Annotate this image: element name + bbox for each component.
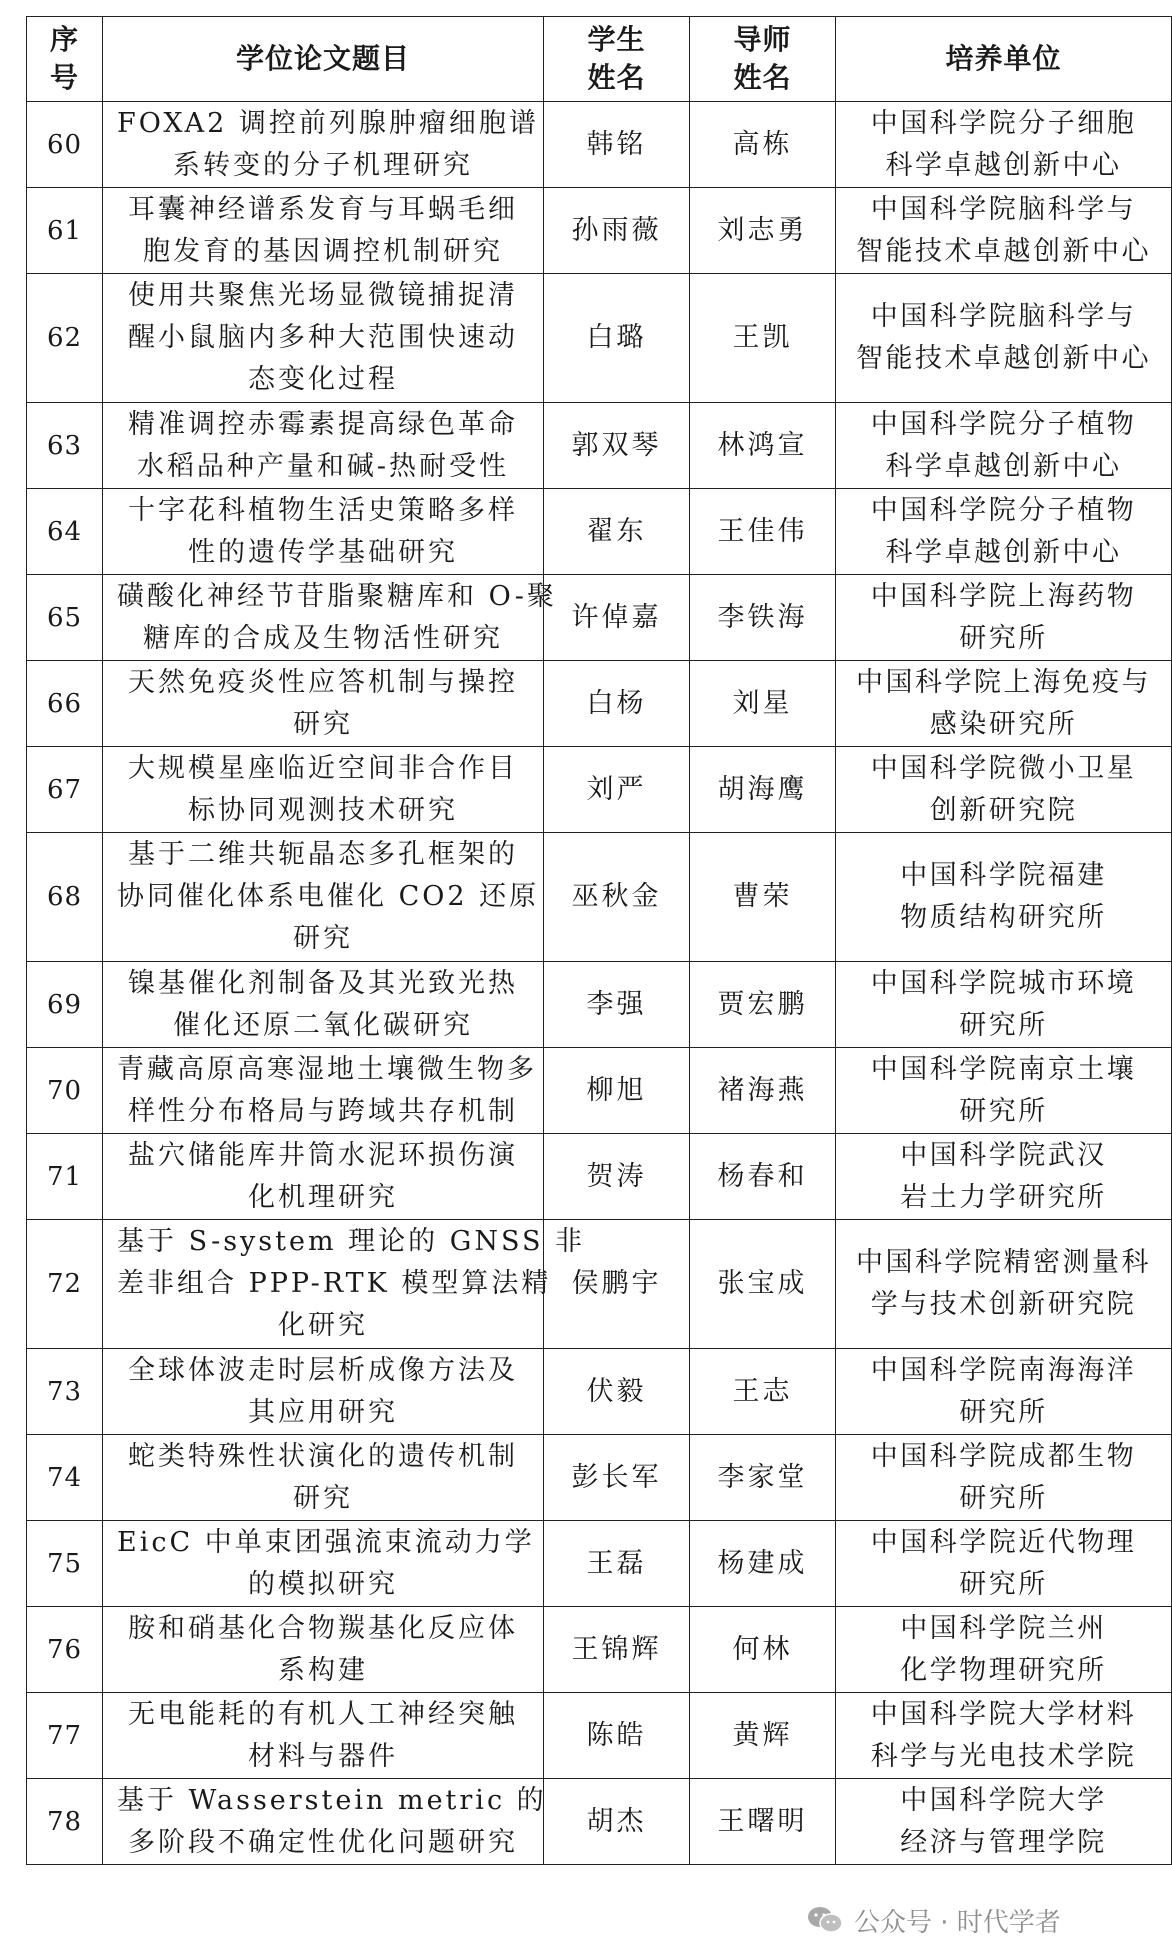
- thesis-title-line: 全球体波走时层析成像方法及: [128, 1354, 518, 1386]
- training-unit-line: 物质结构研究所: [900, 902, 1107, 933]
- training-unit: [836, 1134, 1172, 1220]
- watermark-text: 公众号 · 时代学者: [854, 1907, 1061, 1938]
- thesis-title-line: 基于 Wasserstein metric 的: [117, 1784, 547, 1816]
- training-unit: [836, 274, 1172, 403]
- table-row: [27, 962, 1172, 1048]
- training-unit-line: 中国科学院上海药物: [870, 580, 1137, 612]
- row-number: 67: [27, 747, 103, 833]
- advisor-name: 张宝成: [690, 1220, 836, 1349]
- training-unit-line: 中国科学院兰州: [900, 1612, 1107, 1644]
- training-unit-line: 研究所: [959, 1095, 1048, 1127]
- row-number: 69: [27, 962, 103, 1048]
- thesis-title-line: 磺酸化神经节苷脂聚糖库和 O-聚: [117, 580, 557, 612]
- thesis-title-line: 耳囊神经谱系发育与耳蜗毛细: [128, 193, 518, 225]
- training-unit: [836, 575, 1172, 661]
- thesis-title-line: 胞发育的基因调控机制研究: [143, 235, 503, 267]
- thesis-title-line: 样性分布格局与跨域共存机制: [128, 1095, 518, 1127]
- row-number: 78: [27, 1779, 103, 1865]
- student-name: 白璐: [544, 274, 690, 403]
- training-unit-line: 中国科学院微小卫星: [870, 752, 1137, 784]
- training-unit-line: 智能技术卓越创新中心: [856, 235, 1151, 267]
- training-unit-line: 中国科学院精密测量科: [856, 1247, 1151, 1278]
- thesis-title-line: 青藏高原高寒湿地土壤微生物多: [117, 1053, 537, 1085]
- thesis-title: [103, 188, 544, 274]
- advisor-name: 王志: [690, 1349, 836, 1435]
- thesis-title-line: 糖库的合成及生物活性研究: [143, 622, 503, 654]
- training-unit: [836, 747, 1172, 833]
- training-unit-line: 中国科学院脑科学与: [870, 301, 1137, 332]
- table-row: [27, 1779, 1172, 1865]
- training-unit-line: 科学卓越创新中心: [885, 149, 1122, 181]
- training-unit-line: 中国科学院大学材料: [870, 1698, 1137, 1730]
- thesis-title-line: 研究: [293, 923, 353, 954]
- advisor-name: 黄辉: [690, 1693, 836, 1779]
- training-unit: [836, 1779, 1172, 1865]
- thesis-title: [103, 403, 544, 489]
- advisor-name: 李家堂: [690, 1435, 836, 1521]
- thesis-title-line: 研究: [293, 708, 353, 740]
- thesis-title-line: 水稻品种产量和碱-热耐受性: [136, 450, 510, 482]
- training-unit-line: 研究所: [959, 1396, 1048, 1428]
- training-unit-line: 中国科学院近代物理: [870, 1526, 1137, 1558]
- advisor-name: 王凯: [690, 274, 836, 403]
- wechat-icon: [806, 1904, 844, 1936]
- table-row: [27, 1693, 1172, 1779]
- thesis-title: [103, 1521, 544, 1607]
- thesis-title: [103, 1349, 544, 1435]
- advisor-name: 高栋: [690, 102, 836, 188]
- training-unit-line: 中国科学院南京土壤: [870, 1053, 1137, 1085]
- advisor-name: 王佳伟: [690, 489, 836, 575]
- training-unit: [836, 1693, 1172, 1779]
- training-unit: [836, 1607, 1172, 1693]
- thesis-title-line: 使用共聚焦光场显微镜捕捉清: [128, 280, 518, 311]
- table-row: [27, 1607, 1172, 1693]
- thesis-title-line: 基于二维共轭晶态多孔框架的: [128, 839, 518, 870]
- training-unit-line: 岩土力学研究所: [900, 1181, 1107, 1213]
- thesis-title: [103, 102, 544, 188]
- training-unit-line: 中国科学院大学: [900, 1784, 1107, 1816]
- table-row: [27, 1349, 1172, 1435]
- thesis-title: [103, 747, 544, 833]
- student-name: 王锦辉: [544, 1607, 690, 1693]
- thesis-award-table: [26, 16, 1172, 1865]
- training-unit-line: 中国科学院成都生物: [870, 1440, 1137, 1472]
- student-name: 侯鹏宇: [544, 1220, 690, 1349]
- training-unit: [836, 1349, 1172, 1435]
- row-number: 77: [27, 1693, 103, 1779]
- training-unit: [836, 1220, 1172, 1349]
- training-unit: [836, 661, 1172, 747]
- thesis-title-line: 镍基催化剂制备及其光致光热: [128, 967, 518, 999]
- table-row: [27, 661, 1172, 747]
- training-unit-line: 中国科学院城市环境: [870, 967, 1137, 999]
- student-name: 白杨: [544, 661, 690, 747]
- row-number: 74: [27, 1435, 103, 1521]
- student-name: 刘严: [544, 747, 690, 833]
- table-row: [27, 575, 1172, 661]
- thesis-title-line: 盐穴储能库井筒水泥环损伤演: [128, 1139, 518, 1171]
- training-unit-line: 创新研究院: [929, 794, 1078, 826]
- row-number: 70: [27, 1048, 103, 1134]
- student-name: 许倬嘉: [544, 575, 690, 661]
- table-row: [27, 747, 1172, 833]
- training-unit: [836, 102, 1172, 188]
- thesis-title-line: 协同催化体系电催化 CO2 还原: [117, 881, 540, 912]
- student-name: 巫秋金: [544, 833, 690, 962]
- training-unit-line: 科学与光电技术学院: [870, 1740, 1137, 1772]
- thesis-title-line: 标协同观测技术研究: [188, 794, 458, 826]
- thesis-title-line: 态变化过程: [248, 364, 398, 395]
- training-unit: [836, 1048, 1172, 1134]
- training-unit-line: 中国科学院脑科学与: [870, 193, 1137, 225]
- training-unit-line: 学与技术创新研究院: [870, 1289, 1137, 1320]
- student-name: 李强: [544, 962, 690, 1048]
- thesis-title-line: FOXA2 调控前列腺肿瘤细胞谱: [117, 107, 539, 139]
- student-name: 王磊: [544, 1521, 690, 1607]
- student-name: 伏毅: [544, 1349, 690, 1435]
- table-row: [27, 1435, 1172, 1521]
- thesis-title-line: 大规模星座临近空间非合作目: [128, 752, 518, 784]
- row-number: 72: [27, 1220, 103, 1349]
- training-unit: [836, 1521, 1172, 1607]
- table-row: [27, 102, 1172, 188]
- row-number: 68: [27, 833, 103, 962]
- student-name: 柳旭: [544, 1048, 690, 1134]
- thesis-title-line: 十字花科植物生活史策略多样: [128, 494, 518, 526]
- advisor-name: 林鸿宣: [690, 403, 836, 489]
- table-row: [27, 274, 1172, 403]
- training-unit-line: 研究所: [959, 1009, 1048, 1041]
- training-unit-line: 经济与管理学院: [900, 1826, 1107, 1858]
- thesis-title-line: 精准调控赤霉素提高绿色革命: [128, 408, 518, 440]
- row-number: 76: [27, 1607, 103, 1693]
- training-unit: [836, 403, 1172, 489]
- row-number: 73: [27, 1349, 103, 1435]
- student-name: 胡杰: [544, 1779, 690, 1865]
- thesis-title: [103, 1693, 544, 1779]
- training-unit-line: 感染研究所: [929, 708, 1078, 740]
- advisor-name: 胡海鹰: [690, 747, 836, 833]
- advisor-name: 杨建成: [690, 1521, 836, 1607]
- header-number: 序 号: [27, 17, 103, 102]
- training-unit-line: 智能技术卓越创新中心: [856, 343, 1151, 374]
- table-row: [27, 1521, 1172, 1607]
- training-unit: [836, 188, 1172, 274]
- row-number: 63: [27, 403, 103, 489]
- row-number: 60: [27, 102, 103, 188]
- thesis-title-line: 的模拟研究: [248, 1568, 398, 1600]
- thesis-title-line: 系构建: [278, 1654, 368, 1686]
- training-unit-line: 科学卓越创新中心: [885, 536, 1122, 568]
- training-unit-line: 中国科学院分子植物: [870, 408, 1137, 440]
- thesis-title-line: EicC 中单束团强流束流动力学: [117, 1526, 535, 1558]
- thesis-title: [103, 575, 557, 661]
- table-row: [27, 188, 1172, 274]
- thesis-title-line: 性的遗传学基础研究: [188, 536, 458, 568]
- row-number: 75: [27, 1521, 103, 1607]
- table-row: [27, 1220, 1172, 1349]
- thesis-title: [103, 833, 544, 962]
- training-unit-line: 研究所: [959, 1482, 1048, 1514]
- student-name: 郭双琴: [544, 403, 690, 489]
- header-student-name: 学生 姓名: [544, 17, 690, 102]
- advisor-name: 贾宏鹏: [690, 962, 836, 1048]
- table-row: [27, 833, 1172, 962]
- thesis-title: [103, 661, 544, 747]
- advisor-name: 杨春和: [690, 1134, 836, 1220]
- row-number: 61: [27, 188, 103, 274]
- thesis-title: [103, 274, 544, 403]
- training-unit-line: 中国科学院上海免疫与: [856, 666, 1151, 698]
- thesis-title-line: 催化还原二氧化碳研究: [173, 1009, 473, 1041]
- advisor-name: 褚海燕: [690, 1048, 836, 1134]
- training-unit-line: 中国科学院分子植物: [870, 494, 1137, 526]
- advisor-name: 曹荣: [690, 833, 836, 962]
- advisor-name: 刘星: [690, 661, 836, 747]
- thesis-title-line: 化研究: [278, 1310, 368, 1341]
- training-unit: [836, 962, 1172, 1048]
- thesis-title-line: 天然免疫炎性应答机制与操控: [128, 666, 518, 698]
- training-unit-line: 中国科学院武汉: [900, 1139, 1107, 1171]
- table-header-row: [27, 17, 1172, 102]
- table-row: [27, 403, 1172, 489]
- row-number: 71: [27, 1134, 103, 1220]
- thesis-title: [103, 962, 544, 1048]
- advisor-name: 刘志勇: [690, 188, 836, 274]
- thesis-title-line: 无电能耗的有机人工神经突触: [128, 1698, 518, 1730]
- thesis-title-line: 基于 S-system 理论的 GNSS 非: [117, 1226, 586, 1257]
- thesis-title: [103, 1220, 586, 1349]
- student-name: 韩铭: [544, 102, 690, 188]
- thesis-title: [103, 1607, 544, 1693]
- thesis-title-line: 差非组合 PPP-RTK 模型算法精: [117, 1268, 552, 1299]
- thesis-title: [103, 489, 544, 575]
- table-row: [27, 1048, 1172, 1134]
- thesis-title-line: 胺和硝基化合物羰基化反应体: [128, 1612, 518, 1644]
- student-name: 陈皓: [544, 1693, 690, 1779]
- training-unit-line: 研究所: [959, 622, 1048, 654]
- thesis-title: [103, 1134, 544, 1220]
- training-unit: [836, 489, 1172, 575]
- table-row: [27, 1134, 1172, 1220]
- header-advisor-name: 导师 姓名: [690, 17, 836, 102]
- row-number: 62: [27, 274, 103, 403]
- thesis-title-line: 其应用研究: [248, 1396, 398, 1428]
- training-unit-line: 科学卓越创新中心: [885, 450, 1122, 482]
- thesis-title-line: 化机理研究: [248, 1181, 398, 1213]
- training-unit-line: 研究所: [959, 1568, 1048, 1600]
- wechat-watermark: [806, 1900, 1061, 1940]
- table-body: [27, 102, 1172, 1865]
- header-training-unit: 培养单位: [836, 17, 1172, 102]
- student-name: 翟东: [544, 489, 690, 575]
- student-name: 贺涛: [544, 1134, 690, 1220]
- thesis-title-line: 多阶段不确定性优化问题研究: [128, 1826, 518, 1858]
- thesis-title: [103, 1435, 544, 1521]
- thesis-title-line: 材料与器件: [248, 1740, 398, 1772]
- training-unit-line: 化学物理研究所: [900, 1654, 1107, 1686]
- thesis-title-line: 研究: [293, 1482, 353, 1514]
- student-name: 孙雨薇: [544, 188, 690, 274]
- thesis-title-line: 醒小鼠脑内多种大范围快速动: [128, 322, 518, 353]
- advisor-name: 何林: [690, 1607, 836, 1693]
- row-number: 64: [27, 489, 103, 575]
- thesis-title-line: 蛇类特殊性状演化的遗传机制: [128, 1440, 518, 1472]
- training-unit: [836, 833, 1172, 962]
- advisor-name: 王曙明: [690, 1779, 836, 1865]
- table-row: [27, 489, 1172, 575]
- header-thesis-title: 学位论文题目: [103, 17, 544, 102]
- training-unit-line: 中国科学院分子细胞: [870, 107, 1137, 139]
- thesis-title: [103, 1779, 547, 1865]
- row-number: 65: [27, 575, 103, 661]
- thesis-title: [103, 1048, 544, 1134]
- thesis-title-line: 系转变的分子机理研究: [173, 149, 473, 181]
- row-number: 66: [27, 661, 103, 747]
- training-unit: [836, 1435, 1172, 1521]
- training-unit-line: 中国科学院南海海洋: [870, 1354, 1137, 1386]
- advisor-name: 李铁海: [690, 575, 836, 661]
- training-unit-line: 中国科学院福建: [900, 860, 1107, 891]
- student-name: 彭长军: [544, 1435, 690, 1521]
